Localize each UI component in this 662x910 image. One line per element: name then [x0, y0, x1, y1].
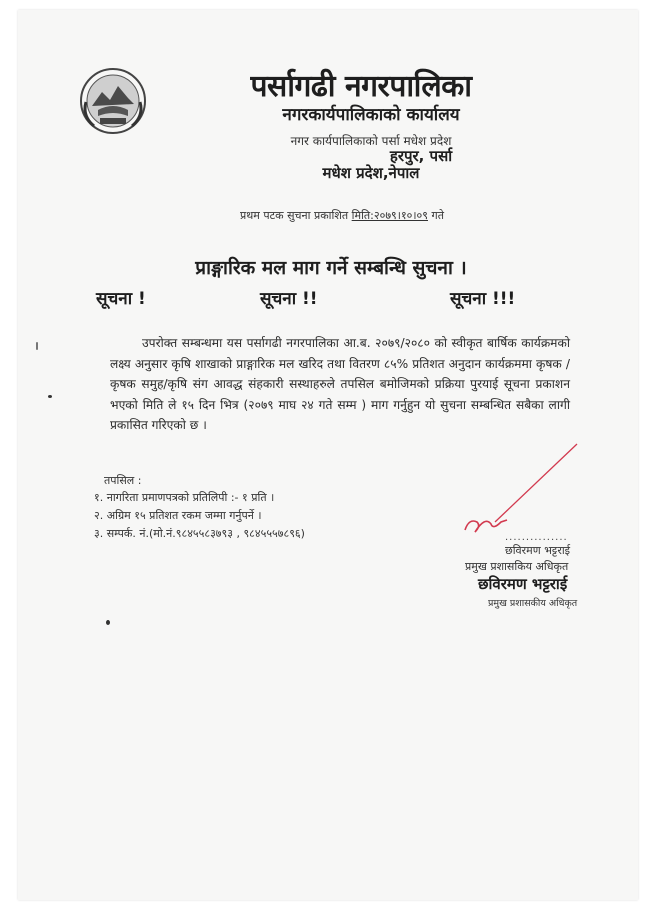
notice-body: उपरोक्त सम्बन्धमा यस पर्सागढी नगरपालिका आ.ब. २०७९/२०८० को स्वीकृत बार्षिक कार्यक्रमको लक्ष्य अनुसार कृषि शाखाको प्राङ्गारिक मल खरिद तथा वितरण ८५% प्रतिशत अनुदान कार्यक्रममा कृषक /कृषक समुह/कृषि संग आवद्ध संहकारी सस्थाहरुले तपसिल बमोजिमको प्रक्रिया पुरयाई सूचना प्रकाशन भएको मिति ले १५ दिन भित्र (२०७९ माघ २४ गते सम्म ) माग गर्नुहुन यो सुचना सम्बन्धित सबैका लागी प्रकासित गरिएको छ । [110, 336, 570, 432]
notice-label-1: सूचना ! [96, 289, 146, 309]
signatory-name: छविरमण भट्टराई [505, 544, 571, 557]
publication-prefix: प्रथम पटक सुचना प्रकाशित [240, 209, 349, 222]
office-stamp-text: नगर कार्यपालिकाको पर्सा मधेश प्रदेश [290, 134, 452, 148]
tapsil-item-1: १. नागरिता प्रमाणपत्रको प्रतिलिपी :- १ प्रति । [94, 491, 275, 504]
scan-speck [36, 342, 38, 350]
notice-title: प्राङ्गारिक मल माग गर्ने सम्बन्धि सुचना । [195, 257, 467, 279]
tapsil-item-2: २. अग्रिम १५ प्रतिशत रकम जम्मा गर्नुपर्ने । [94, 509, 262, 522]
location-text: हरपुर, पर्सा [389, 147, 453, 165]
stamp-signatory-name: छविरमण भट्टराई [478, 575, 568, 593]
scan-speck [106, 620, 110, 625]
tapsil-item-3: ३. सम्पर्क. नं.(मो.नं.९८४५५८३७९३ , ९८४५५५७८९६) [94, 527, 305, 540]
handwritten-signature [455, 440, 585, 540]
signatory-position: प्रमुख प्रशासकिय अधिकृत [465, 560, 569, 573]
tapsil-heading: तपसिल : [104, 474, 142, 487]
publication-date: मिति:२०७९।१०।०९ [351, 209, 428, 222]
signature-dots: ............... [505, 532, 568, 543]
province-text: मधेश प्रदेश,नेपाल [322, 164, 420, 182]
publication-suffix: गते [431, 209, 444, 222]
notice-label-3: सूचना !!! [450, 289, 516, 309]
scan-speck [48, 395, 52, 398]
notice-label-2: सूचना !! [260, 289, 318, 309]
stamp-signatory-position: प्रमुख प्रशासकीय अधिकृत [488, 598, 578, 609]
municipality-name: पर्सागढी नगरपालिका [250, 69, 472, 104]
publication-line [240, 208, 444, 223]
office-name: नगरकार्यपालिकाको कार्यालय [282, 105, 460, 125]
